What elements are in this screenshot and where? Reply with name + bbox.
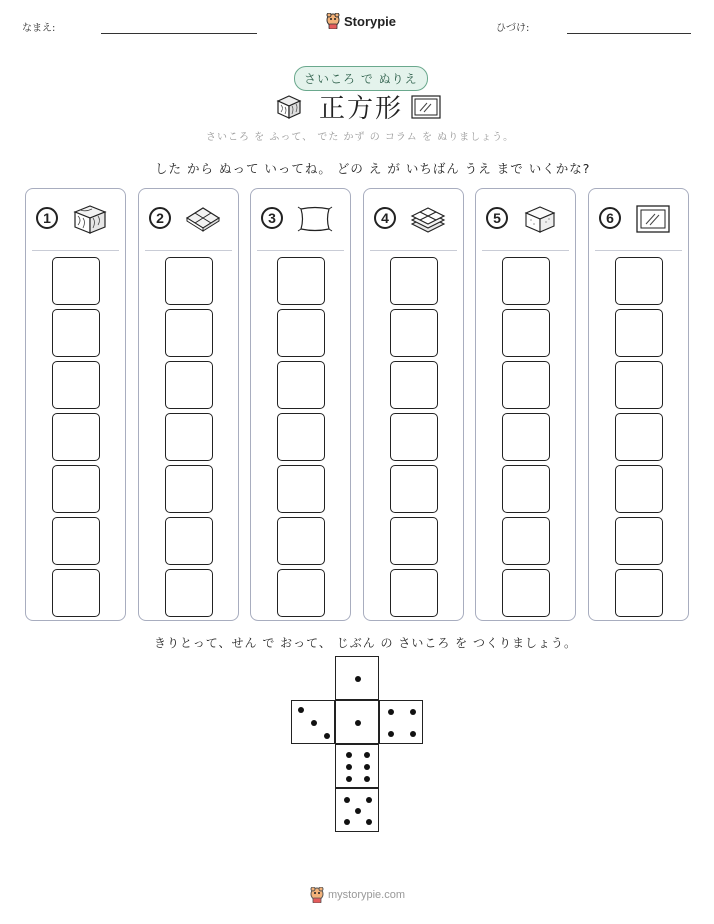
pip [355, 676, 361, 682]
column-2 [138, 188, 239, 621]
column-divider [145, 250, 232, 251]
pip [410, 709, 416, 715]
color-cell[interactable] [277, 465, 325, 513]
color-cell[interactable] [502, 517, 550, 565]
glass-frame-icon [635, 203, 671, 235]
pip [324, 733, 330, 739]
die-face-6 [335, 744, 379, 788]
color-cell[interactable] [615, 569, 663, 617]
column-number: 6 [599, 207, 621, 229]
column-4 [363, 188, 464, 621]
pip [388, 709, 394, 715]
pip [298, 707, 304, 713]
color-cell[interactable] [277, 257, 325, 305]
color-cell[interactable] [390, 309, 438, 357]
pip [355, 808, 361, 814]
footer-site[interactable]: mystorypie.com [328, 889, 406, 901]
pip [364, 764, 370, 770]
brand-logo [326, 13, 396, 29]
column-divider [482, 250, 569, 251]
color-cell[interactable] [502, 309, 550, 357]
color-cell[interactable] [52, 517, 100, 565]
stacked-tiles-icon [410, 203, 446, 235]
color-cell[interactable] [52, 309, 100, 357]
pip [346, 764, 352, 770]
pip [364, 752, 370, 758]
color-cells [165, 257, 213, 621]
column-number: 5 [486, 207, 508, 229]
color-cell[interactable] [52, 465, 100, 513]
pip [346, 776, 352, 782]
pip [355, 720, 361, 726]
color-cell[interactable] [615, 465, 663, 513]
brand-name: Storypie [344, 13, 397, 29]
color-cell[interactable] [52, 413, 100, 461]
color-cell[interactable] [165, 413, 213, 461]
color-cell[interactable] [502, 413, 550, 461]
die-face-1 [335, 700, 379, 744]
color-cell[interactable] [52, 569, 100, 617]
color-cell[interactable] [615, 413, 663, 461]
pip [311, 720, 317, 726]
pip [366, 797, 372, 803]
die-face-1 [335, 656, 379, 700]
sugar-cube-icon [522, 203, 558, 235]
color-cell[interactable] [277, 309, 325, 357]
die-face-4 [379, 700, 423, 744]
color-cell[interactable] [165, 569, 213, 617]
color-cell[interactable] [502, 361, 550, 409]
name-line [101, 33, 257, 34]
die-face-5 [335, 788, 379, 832]
color-cells [615, 257, 663, 621]
color-cell[interactable] [615, 309, 663, 357]
color-cell[interactable] [165, 465, 213, 513]
pip [366, 819, 372, 825]
date-label: ひづけ: [496, 23, 530, 34]
die-face-3 [291, 700, 335, 744]
subtitle: さいころ を ふって、 でた かず の コラム を ぬりましょう。 [206, 132, 515, 143]
instruction: した から ぬって いってね。 どの え が いちばん うえ まで いくかな? [155, 161, 591, 176]
color-cells [52, 257, 100, 621]
color-cells [390, 257, 438, 621]
color-cell[interactable] [52, 257, 100, 305]
color-cells [277, 257, 325, 621]
color-cell[interactable] [390, 413, 438, 461]
color-cell[interactable] [277, 517, 325, 565]
column-divider [370, 250, 457, 251]
column-number: 2 [149, 207, 171, 229]
mascot-icon [310, 887, 324, 903]
color-cell[interactable] [390, 257, 438, 305]
color-cell[interactable] [390, 361, 438, 409]
column-number: 3 [261, 207, 283, 229]
color-cell[interactable] [615, 361, 663, 409]
color-cell[interactable] [390, 517, 438, 565]
wood-cube-icon [72, 203, 108, 235]
footer [310, 887, 405, 903]
color-cell[interactable] [165, 361, 213, 409]
column-divider [595, 250, 682, 251]
column-1 [25, 188, 126, 621]
color-cell[interactable] [390, 569, 438, 617]
color-cell[interactable] [52, 361, 100, 409]
color-cell[interactable] [502, 465, 550, 513]
column-number: 1 [36, 207, 58, 229]
color-cell[interactable] [502, 569, 550, 617]
color-cell[interactable] [165, 517, 213, 565]
cut-instruction: きりとって、せん で おって、 じぶん の さいころ を つくりましょう。 [154, 636, 577, 650]
pip [410, 731, 416, 737]
page-title: 正方形 [319, 94, 404, 124]
mascot-icon [326, 13, 340, 29]
name-label: なまえ: [22, 23, 56, 34]
color-cell[interactable] [390, 465, 438, 513]
activity-badge: さいころ で ぬりえ [294, 66, 428, 91]
pip [364, 776, 370, 782]
date-line [567, 33, 691, 34]
pip [344, 797, 350, 803]
column-3 [250, 188, 351, 621]
column-divider [257, 250, 344, 251]
color-cell[interactable] [277, 413, 325, 461]
color-cell[interactable] [165, 257, 213, 305]
column-number: 4 [374, 207, 396, 229]
color-cell[interactable] [277, 569, 325, 617]
color-cell[interactable] [615, 257, 663, 305]
color-cell[interactable] [615, 517, 663, 565]
column-5 [475, 188, 576, 621]
pip [344, 819, 350, 825]
color-cell[interactable] [277, 361, 325, 409]
pip [388, 731, 394, 737]
glass-frame-icon [411, 95, 441, 119]
column-6 [588, 188, 689, 621]
color-cell[interactable] [165, 309, 213, 357]
wood-cube-icon [275, 93, 303, 119]
column-divider [32, 250, 119, 251]
window-tile-icon [185, 203, 221, 235]
color-cells [502, 257, 550, 621]
pillow-icon [297, 203, 333, 235]
color-cell[interactable] [502, 257, 550, 305]
pip [346, 752, 352, 758]
